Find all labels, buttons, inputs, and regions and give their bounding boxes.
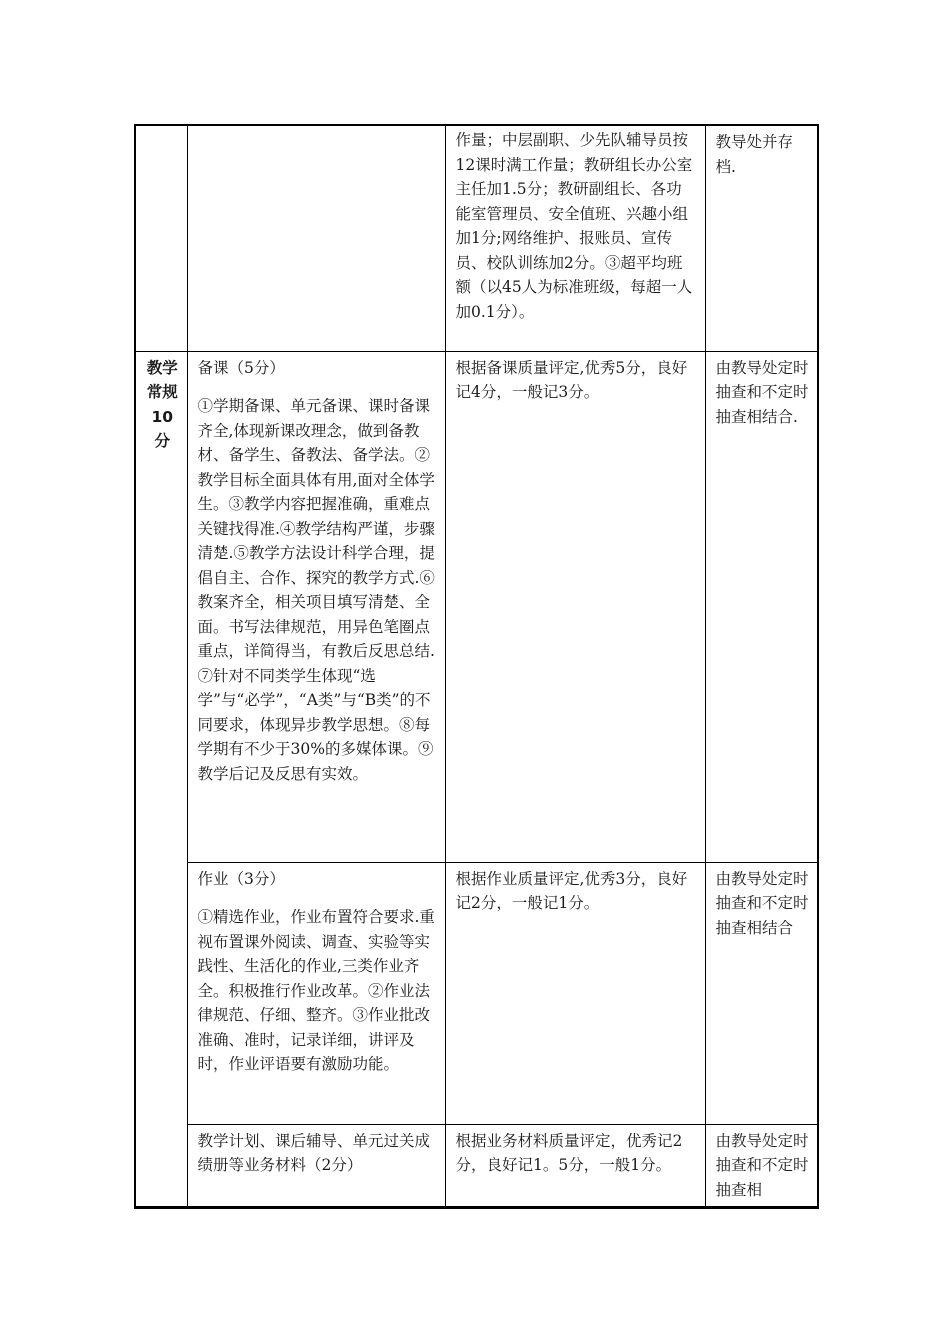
evaluation-table [134, 124, 819, 1209]
category-label: 教学常规10分 [146, 358, 178, 450]
method-cell: 由教导处定时抽查和不定时抽查相 [705, 1124, 818, 1208]
item-body: ①精选作业，作业布置符合要求.重视布置课外阅读、调查、实验等实践性、生活化的作业,三类作业齐全。积极推行作业改革。②作业法律规范、仔细、整齐。③作业批改准确、准时，记录详细，讲评及时，作业评语要有激励功能。 [197, 908, 435, 1073]
table-row [135, 125, 818, 351]
method-cell: 教导处并存档. [705, 125, 818, 351]
content-cell [187, 862, 445, 1124]
method-cell: 由教导处定时抽查和不定时抽查相结合 [705, 862, 818, 1124]
category-cell [135, 351, 187, 1208]
item-title: 备课（5分） [197, 358, 285, 377]
method-cell: 由教导处定时抽查和不定时抽查相结合. [705, 351, 818, 862]
criteria-cell: 根据作业质量评定,优秀3分，良好记2分，一般记1分。 [445, 862, 705, 1124]
content-cell [187, 351, 445, 862]
category-cell [135, 125, 187, 351]
item-title: 作业（3分） [197, 869, 285, 888]
content-cell [187, 125, 445, 351]
criteria-cell: 作量；中层副职、少先队辅导员按12课时满工作量；教研组长办公室主任加1.5分；教研副组长、各功能室管理员、安全值班、兴趣小组加1分;网络维护、报账员、宣传员、校队训练加2分。③超平均班额（以45人为标准班级，每超一人加0.1分）。 [445, 125, 705, 351]
item-body: ①学期备课、单元备课、课时备课齐全,体现新课改理念，做到备教材、备学生、备教法、备学法。②教学目标全面具体有用,面对全体学生。③教学内容把握准确，重难点关键找得准.④教学结构严谨，步骤清楚.⑤教学方法设计科学合理，提倡自主、合作、探究的教学方式.⑥教案齐全，相关项目填写清楚、全面。书写法律规范，用异色笔圈点重点，详简得当，有教后反思总结.⑦针对不同类学生体现“选学”与“必学”，“A类”与“B类”的不同要求，体现异步教学思想。⑧每学期有不少于30%的多媒体课。⑨教学后记及反思有实效。 [197, 397, 435, 783]
table-row [135, 1124, 818, 1208]
table-row [135, 862, 818, 1124]
criteria-cell: 根据业务材料质量评定，优秀记2分，良好记1。5分，一般1分。 [445, 1124, 705, 1208]
content-cell: 教学计划、课后辅导、单元过关成绩册等业务材料（2分） [187, 1124, 445, 1208]
table-row [135, 351, 818, 862]
criteria-cell: 根据备课质量评定,优秀5分，良好记4分，一般记3分。 [445, 351, 705, 862]
